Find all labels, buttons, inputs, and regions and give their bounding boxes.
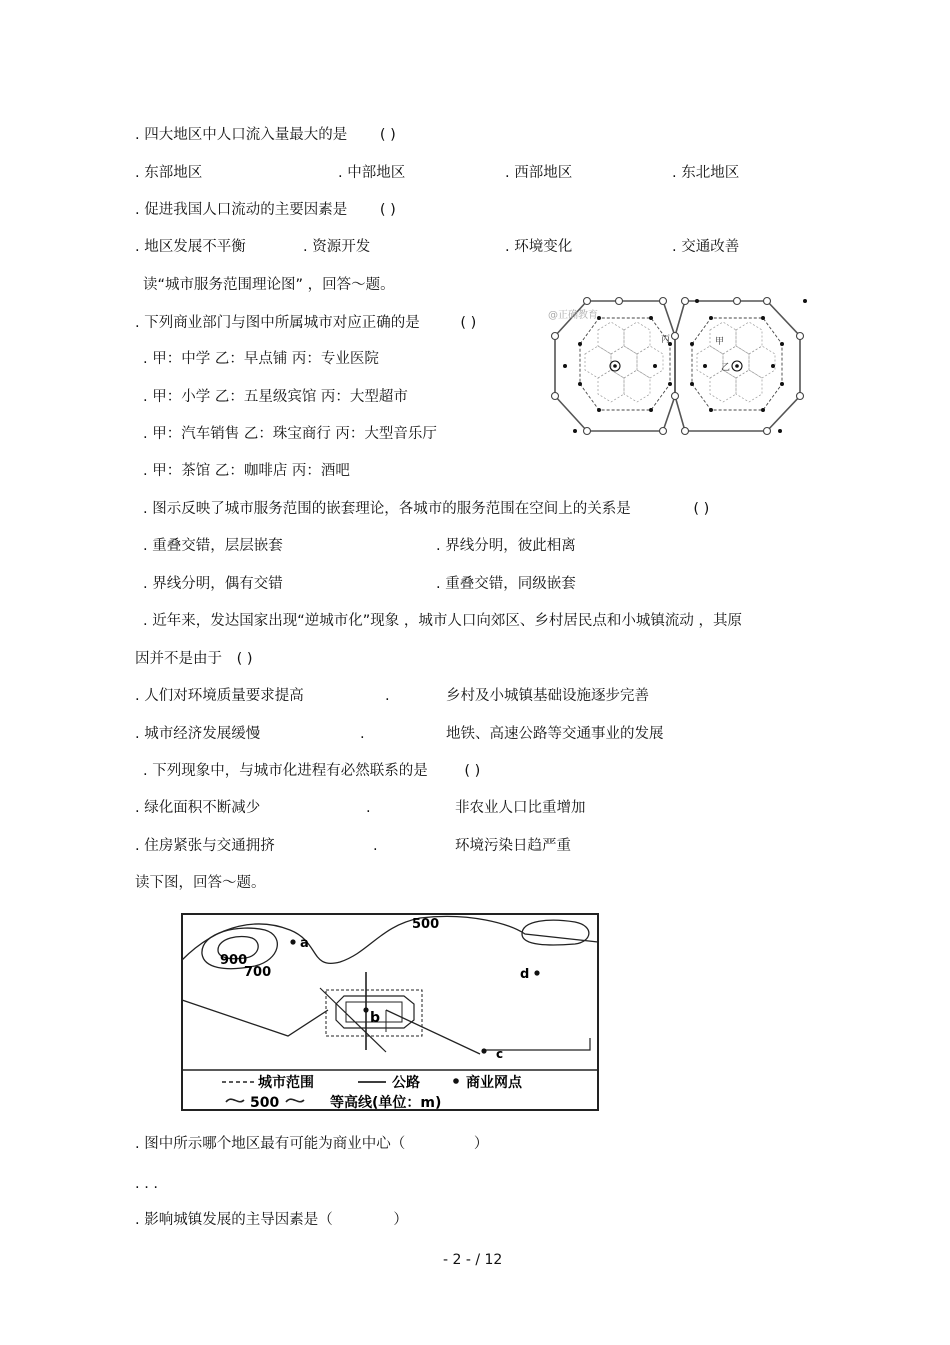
label-700: 700 <box>244 965 272 980</box>
point-c-dot <box>481 1048 486 1053</box>
question-pop-flow-max <box>135 126 396 144</box>
nest-option-a: . 重叠交错，层层嵌套 <box>143 538 283 554</box>
city-centre-dot <box>735 364 739 368</box>
question-nest <box>143 500 709 518</box>
commerce-option-b: . 甲：小学 乙：五星级宾馆 丙：大型超市 <box>143 389 408 405</box>
city-centre-dot <box>613 364 617 368</box>
legend-contour-value: 500 <box>250 1095 280 1111</box>
urban-option-c: . 住房紧张与交通拥挤 <box>135 838 275 854</box>
question-text: . 图中所示哪个地区最有可能为商业中心（ <box>135 1136 406 1152</box>
counter-option-c: . 城市经济发展缓慢 <box>135 726 261 742</box>
inner-hex-grid <box>585 322 775 402</box>
counter-option-d: 地铁、高速公路等交通事业的发展 <box>446 726 664 742</box>
option-unbalanced: . 地区发展不平衡 <box>135 239 246 255</box>
urban-option-d-dot: . <box>373 838 378 854</box>
urban-option-a: . 绿化面积不断减少 <box>135 800 261 816</box>
question-commerce-match <box>135 314 476 332</box>
option-west: . 西部地区 <box>505 165 573 181</box>
read-theory-instruction: 读“城市服务范围理论图” ，回答～题。 <box>143 277 395 293</box>
counter-option-a: . 人们对环境质量要求提高 <box>135 688 304 704</box>
label-d: d <box>520 967 530 982</box>
legend-city: 城市范围 <box>258 1075 314 1091</box>
question-counter-urbanization-line2 <box>135 650 253 668</box>
question-counter-urbanization-line1: . 近年来，发达国家出现“逆城市化”现象 ，城市人口向郊区、乡村居民点和小城镇流动 ，其原 <box>143 613 742 629</box>
label-bing: 丙 <box>661 335 671 345</box>
contour-map <box>180 912 600 1112</box>
point-b-dot <box>363 1007 368 1012</box>
urban-option-b: 非农业人口比重增加 <box>455 800 586 816</box>
option-transport: . 交通改善 <box>672 239 740 255</box>
question-text: 因并不是由于 <box>135 651 222 667</box>
answer-paren: ( ) <box>464 763 481 779</box>
legend-shop-icon <box>453 1078 459 1084</box>
option-central: . 中部地区 <box>338 165 406 181</box>
answer-paren: ( ) <box>693 501 710 517</box>
question-text: . 下列商业部门与图中所属城市对应正确的是 <box>135 315 420 331</box>
read-map-instruction: 读下图，回答～题。 <box>135 875 266 891</box>
service-range-diagram <box>545 296 815 440</box>
legend-contour: 等高线(单位：m) <box>330 1095 442 1111</box>
option-environment: . 环境变化 <box>505 239 573 255</box>
answer-paren: ） <box>473 1136 489 1152</box>
page-number: - 2 - / 12 <box>443 1252 503 1268</box>
watermark-text: @正确教育 <box>548 310 598 321</box>
question-text: . 四大地区中人口流入量最大的是 <box>135 127 348 143</box>
answer-paren: ） <box>393 1212 408 1228</box>
label-c: c <box>496 1047 504 1061</box>
answer-paren: ( ) <box>379 202 396 218</box>
counter-option-b: 乡村及小城镇基础设施逐步完善 <box>446 688 649 704</box>
point-a-dot <box>290 939 295 944</box>
label-jia: 甲 <box>715 337 725 347</box>
commerce-option-d: . 甲：茶馆 乙：咖啡店 丙：酒吧 <box>143 463 350 479</box>
urban-option-b-dot: . <box>366 800 371 816</box>
question-pop-flow-factor <box>135 201 396 219</box>
label-a: a <box>300 936 309 951</box>
urban-option-d: 环境污染日趋严重 <box>455 838 571 854</box>
label-900: 900 <box>220 953 248 968</box>
counter-option-b-dot: . <box>385 688 390 704</box>
label-b: b <box>370 1010 381 1026</box>
point-d-dot <box>534 970 539 975</box>
commerce-option-c: . 甲：汽车销售 乙：珠宝商行 丙：大型音乐厅 <box>143 426 437 442</box>
solid-nodes <box>563 299 807 433</box>
question-commercial-center <box>135 1135 488 1153</box>
question-text: . 下列现象中，与城市化进程有必然联系的是 <box>143 763 428 779</box>
nest-option-d: . 重叠交错，同级嵌套 <box>436 576 576 592</box>
option-east: . 东部地区 <box>135 165 203 181</box>
question-text: . 图示反映了城市服务范围的嵌套理论，各城市的服务范围在空间上的关系是 <box>143 501 631 517</box>
commerce-option-a: . 甲：中学 乙：早点铺 丙：专业医院 <box>143 351 379 367</box>
answer-paren: ( ) <box>379 127 396 143</box>
question-town-factor <box>135 1211 408 1229</box>
answer-paren: ( ) <box>236 651 253 667</box>
commercial-center-options: . . . <box>135 1176 159 1192</box>
question-text: . 促进我国人口流动的主要因素是 <box>135 202 348 218</box>
legend-shop: 商业网点 <box>466 1075 522 1091</box>
answer-paren: ( ) <box>460 315 477 331</box>
counter-option-d-dot: . <box>360 726 365 742</box>
nest-option-b: . 界线分明，彼此相离 <box>436 538 576 554</box>
option-northeast: . 东北地区 <box>672 165 740 181</box>
option-resources: . 资源开发 <box>303 239 371 255</box>
question-urbanization <box>143 762 480 780</box>
legend-road: 公路 <box>392 1075 420 1091</box>
nest-option-c: . 界线分明，偶有交错 <box>143 576 283 592</box>
label-yi: 乙 <box>721 363 731 373</box>
label-500: 500 <box>412 917 440 932</box>
question-text: . 影响城镇发展的主导因素是（ <box>135 1212 333 1228</box>
